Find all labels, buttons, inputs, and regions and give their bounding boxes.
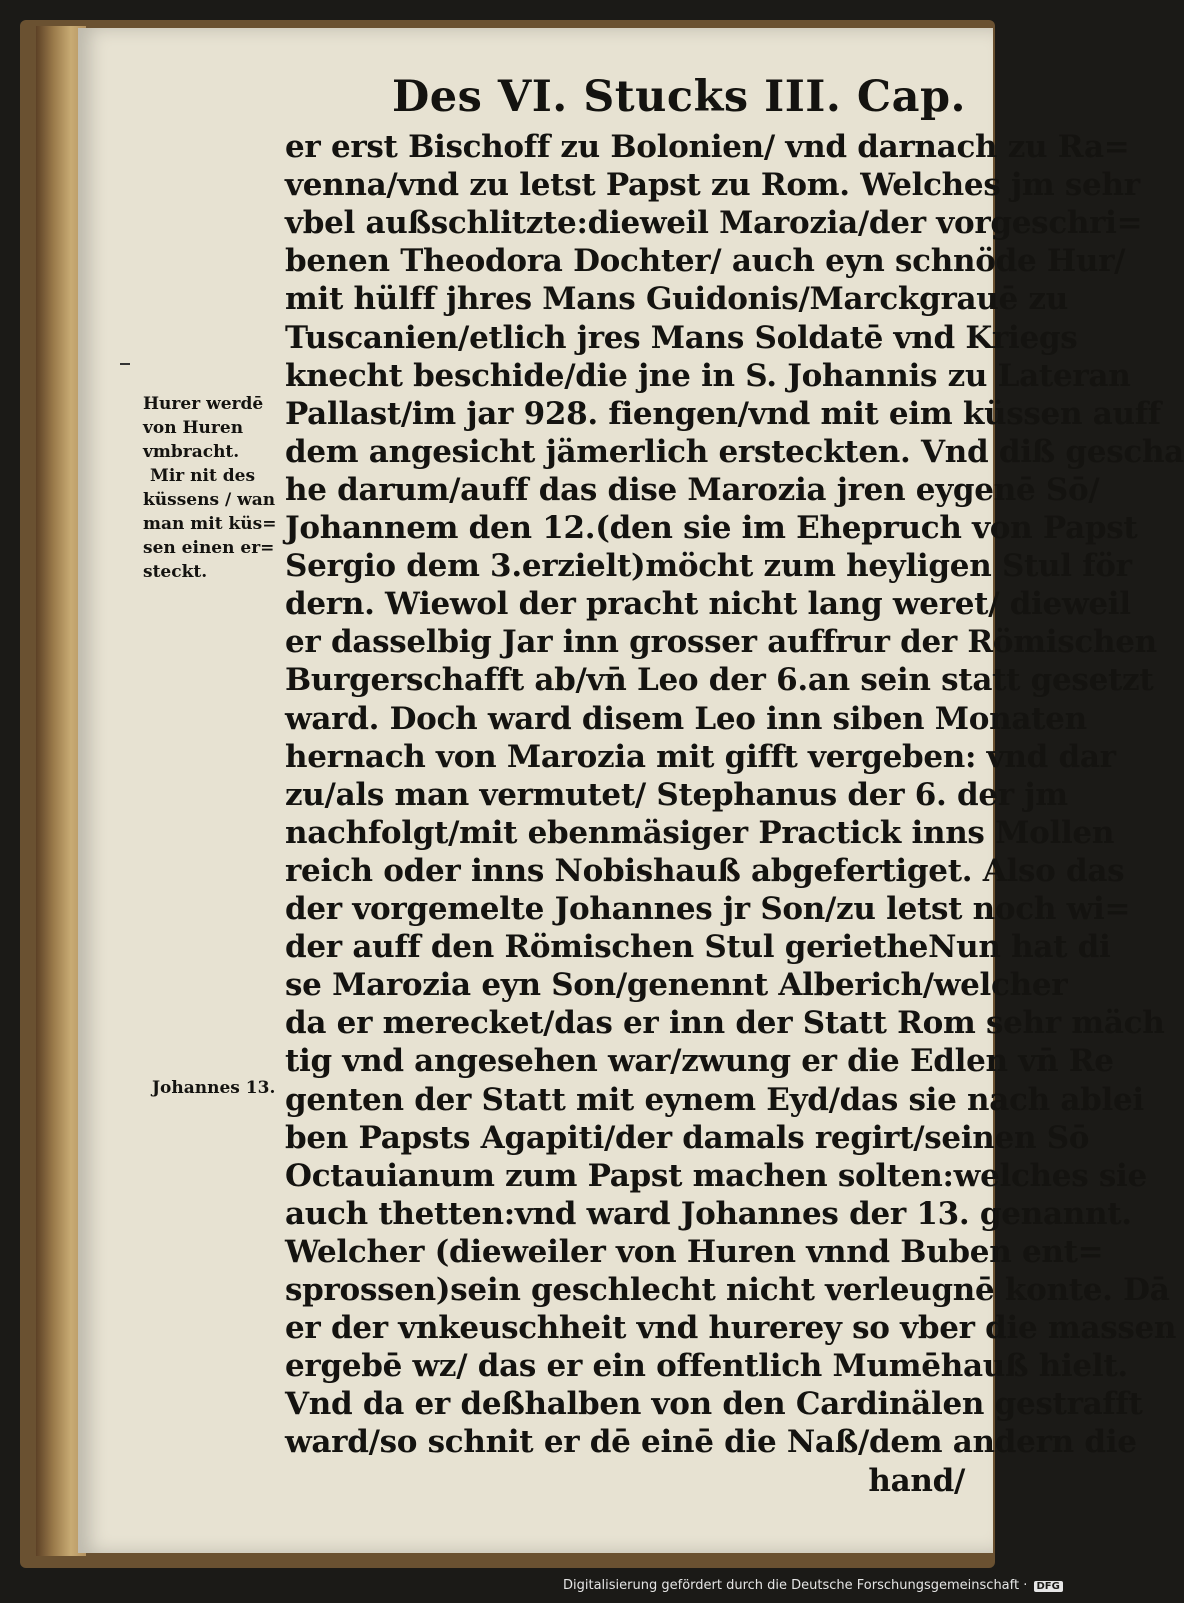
text-line: der auff den Römischen Stul gerietheNun hat di	[285, 929, 1111, 966]
text-line: er dasselbig Jar inn grosser auffrur der Römischen	[285, 624, 1157, 661]
text-line: Johannem den 12.(den sie im Ehepruch von Papst	[285, 510, 1138, 546]
text-line: Burgerschafft ab/vn̄ Leo der 6.an sein statt gesetzt	[285, 662, 1154, 699]
text-line: reich oder inns Nobishauß abgefertiget. Also das	[285, 852, 1125, 889]
marginal-note: Johannes 13.	[152, 1078, 276, 1098]
marginal-note: vmbracht.	[143, 442, 240, 462]
text-line: ergebē wz/ das er ein offentlich Mumēhauß hielt.	[285, 1348, 1128, 1385]
marginal-note: küssens / wan	[143, 490, 276, 510]
text-line: tig vnd angesehen war/zwung er die Edlen vn̄ Re	[285, 1043, 1114, 1080]
marginal-note: von Huren	[143, 418, 244, 438]
text-line: venna/vnd zu letst Papst zu Rom. Welches jm sehr	[285, 167, 1140, 204]
text-line: der vorgemelte Johannes jr Son/zu letst noch wi=	[285, 891, 1131, 927]
text-line: da er merecket/das er inn der Statt Rom sehr mäch	[285, 1005, 1165, 1042]
text-line: hernach von Marozia mit gifft vergeben: vnd dar	[285, 738, 1116, 775]
text-line: auch thetten:vnd ward Johannes der 13. genannt.	[285, 1195, 1132, 1232]
text-line: nachfolgt/mit ebenmäsiger Practick inns Mollen	[285, 814, 1115, 851]
text-line: knecht beschide/die jne in S. Johannis zu Lateran	[285, 357, 1131, 394]
running-head: Des VI. Stucks III. Cap.	[392, 72, 966, 122]
credit-text: Digitalisierung gefördert durch die Deutsche Forschungsgemeinschaft ·	[563, 1578, 1028, 1593]
text-line: er erst Bischoff zu Bolonien/ vnd darnach zu Ra=	[285, 129, 1130, 165]
text-line: hand/	[868, 1462, 965, 1499]
text-line: Octauianum zum Papst machen solten:welches sie	[285, 1157, 1147, 1194]
text-line: sprossen)sein geschlecht nicht verleugnē konte. Dā	[285, 1272, 1170, 1308]
text-line: ward/so schnit er dē einē die Naß/dem andern die	[285, 1424, 1137, 1461]
text-line: genten der Statt mit eynem Eyd/das sie nach ablei	[285, 1081, 1144, 1118]
text-line: Vnd da er deßhalben von den Cardinälen gestrafft	[285, 1386, 1143, 1423]
text-line: Welcher (dieweiler von Huren vnnd Buben ent=	[285, 1233, 1104, 1270]
text-line: dem angesicht jämerlich ersteckten. Vnd diß gescha	[285, 433, 1184, 470]
text-line: he darum/auff das dise Marozia jren eygenē Sō/	[285, 471, 1100, 508]
text-line: ben Papsts Agapiti/der damals regirt/seinen Sō	[285, 1119, 1090, 1156]
digitization-credit	[563, 1578, 1063, 1593]
text-line: vbel außschlitzte:dieweil Marozia/der vorgeschri=	[285, 205, 1143, 242]
text-line: er der vnkeuschheit vnd hurerey so vber die massen	[285, 1310, 1177, 1347]
margin-mark	[120, 363, 130, 365]
text-line: dern. Wiewol der pracht nicht lang weret/ dieweil	[285, 586, 1131, 623]
text-line: mit hülff jhres Mans Guidonis/Marckgrauē zu	[285, 281, 1068, 318]
marginal-note: Mir nit des	[150, 466, 256, 486]
dfg-logo: DFG	[1034, 1581, 1063, 1592]
marginal-note: steckt.	[143, 562, 208, 582]
text-line: Sergio dem 3.erzielt)möcht zum heyligen Stul för	[285, 548, 1132, 585]
marginal-note: Hurer werdē	[143, 394, 264, 414]
text-line: ward. Doch ward disem Leo inn siben Monaten	[285, 700, 1087, 737]
marginal-note: sen einen er=	[143, 538, 275, 558]
text-line: se Marozia eyn Son/genennt Alberich/welcher	[285, 967, 1068, 1004]
marginal-note: man mit küs=	[143, 514, 277, 534]
text-line: zu/als man vermutet/ Stephanus der 6. der jm	[285, 776, 1068, 813]
text-line: Pallast/im jar 928. fiengen/vnd mit eim küssen auff	[285, 395, 1161, 432]
text-line: benen Theodora Dochter/ auch eyn schnöde Hur/	[285, 243, 1126, 280]
text-line: Tuscanien/etlich jres Mans Soldatē vnd Kriegs	[285, 319, 1078, 356]
